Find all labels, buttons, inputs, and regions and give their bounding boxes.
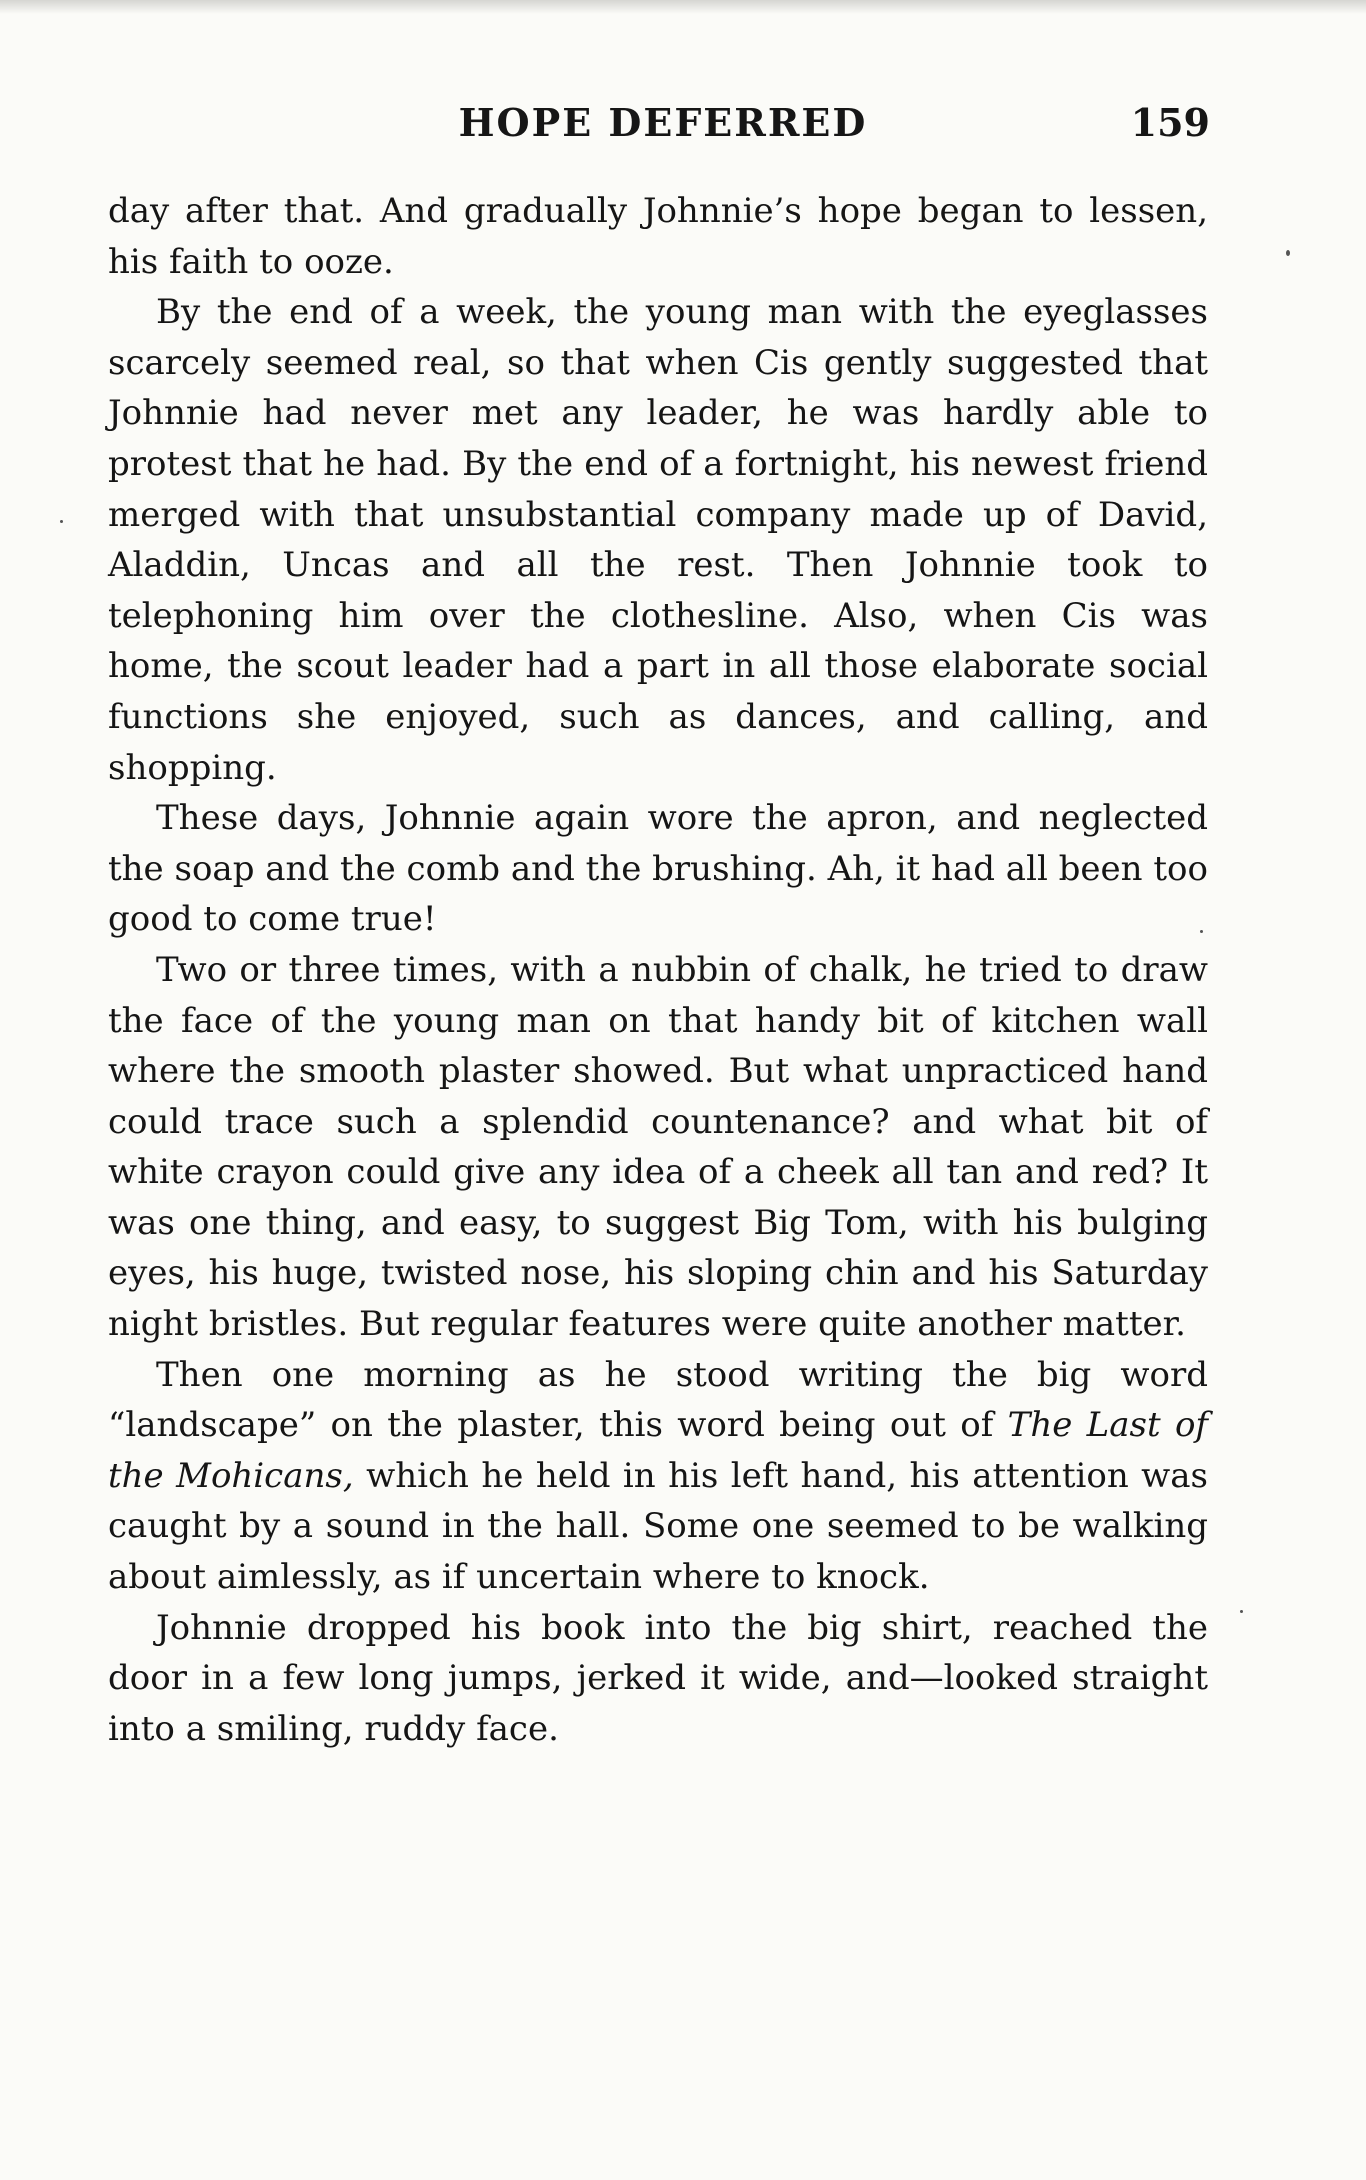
paragraph-6: Johnnie dropped his book into the big shirt, reached the door in a few long jumps, jerked it wide, and—looked straight into a smiling, ruddy face. — [108, 1607, 1208, 1749]
scan-speck — [1240, 1610, 1243, 1613]
page-number: 159 — [1130, 100, 1210, 145]
paragraph-1: day after that. And gradually Johnnie’s hope began to lessen, his faith to ooze. — [108, 191, 1208, 282]
paragraph-2: By the end of a week, the young man with the eyeglasses scarcely seemed real, so that when Cis gently suggested that Johnnie had never met any leader, he was hardly able to protest that he had. By the end of a fortnight, his newest friend merged with that unsubstantial company made up of David, Aladdin, Uncas and all the rest. Then Johnnie took to telephoning him over the clothesline. Also, when Cis was home, the scout leader had a part in all those elaborate social functions she enjoyed, such as dances, and calling, and shopping. — [108, 292, 1208, 788]
page-header — [108, 100, 1218, 160]
paragraph-5-text-after: which he held in his left hand, his attention was caught by a sound in the hall. Some one seemed to be walking about aimlessly, as if uncertain where to knock. — [108, 1455, 1209, 1598]
paragraph-3: These days, Johnnie again wore the apron, and neglected the soap and the comb and the brushing. Ah, it had all been too good to come true! — [108, 798, 1208, 940]
scan-edge-shadow — [0, 0, 1366, 14]
scan-speck — [1286, 250, 1290, 256]
body-text — [108, 186, 1208, 1754]
paragraph-4: Two or three times, with a nubbin of chalk, he tried to draw the face of the young man on that handy bit of kitchen wall where the smooth plaster showed. But what unpracticed hand could trace such a splendid countenance? and what bit of white crayon could give any idea of a cheek all tan and red? It was one thing, and easy, to suggest Big Tom, with his bulging eyes, his huge, twisted nose, his sloping chin and his Saturday night bristles. But regular features were quite another matter. — [108, 949, 1208, 1345]
book-title-italic: The Last of the Mohicans, — [108, 1405, 1208, 1496]
paragraph-5-text-before: Then one morning as he stood writing the big word “landscape” on the plaster, this word being out of — [108, 1354, 1208, 1446]
scan-speck — [60, 520, 63, 523]
scan-speck — [1200, 930, 1203, 933]
running-head: HOPE DEFERRED — [458, 100, 868, 145]
paragraph-5 — [108, 1350, 1208, 1603]
